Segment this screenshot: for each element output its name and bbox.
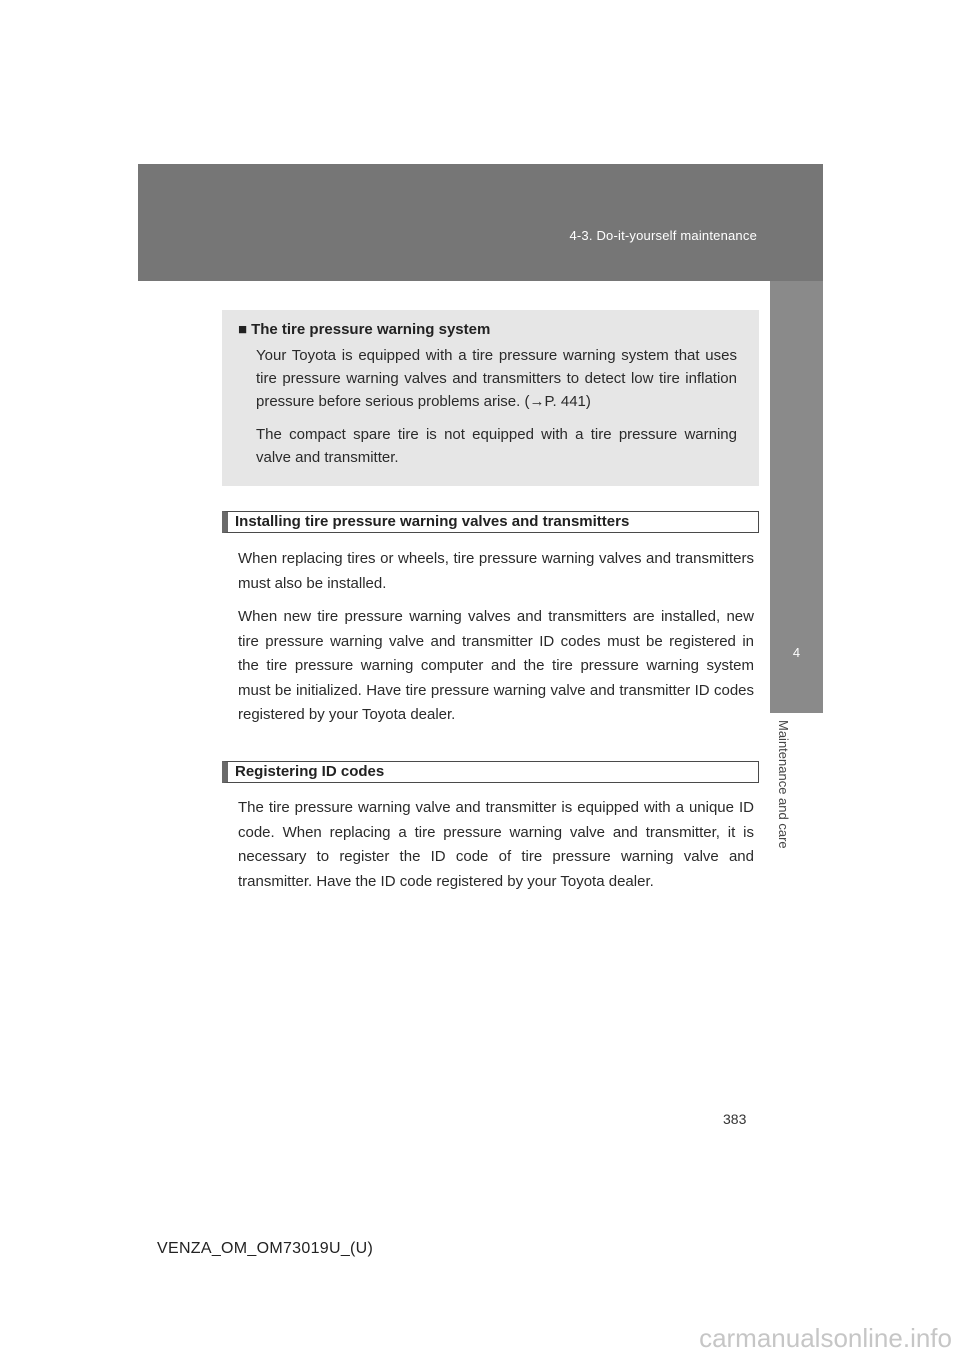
chapter-label-area [770, 720, 800, 870]
chapter-tab-number-area [770, 283, 823, 715]
section-title: 4-3. Do-it-yourself maintenance [569, 228, 757, 243]
chapter-title: Maintenance and care [776, 720, 791, 849]
section-heading-registering: Registering ID codes [222, 761, 759, 783]
info-box-title-text: The tire pressure warning system [251, 321, 491, 338]
document-code: VENZA_OM_OM73019U_(U) [157, 1240, 374, 1257]
info-box [222, 310, 759, 486]
info-box-paragraph: The compact spare tire is not equipped with a tire pressure warning valve and transmitter. [256, 426, 737, 466]
info-box-title [238, 321, 737, 338]
body-paragraph: When replacing tires or wheels, tire pressure warning valves and transmitters must also be installed. [238, 550, 754, 592]
info-box-paragraph: Your Toyota is equipped with a tire pressure warning system that uses tire pressure warning valves and transmitters to detect low tire inflation pressure before serious problems arise. (→P. 441) [256, 347, 737, 410]
header-band [138, 164, 823, 281]
body-paragraph: The tire pressure warning valve and transmitter is equipped with a unique ID code. When replacing a tire pressure warning valve and transmitter, it is necessary to register the ID code of tire pressure warning valve and transmitter. Have the ID code registered by your Toyota dealer. [238, 799, 754, 890]
square-bullet-icon: ■ [238, 321, 248, 338]
page-number: 383 [723, 1111, 747, 1127]
watermark: carmanualsonline.info [699, 1323, 952, 1353]
chapter-number: 4 [792, 645, 801, 660]
body-paragraph: When new tire pressure warning valves and transmitters are installed, new tire pressure warning valve and transmitter ID codes must be registered in the tire pressure warning computer and the tire pressure warning system must be initialized. Have tire pressure warning valve and transmitter ID codes registered by your Toyota dealer. [238, 608, 754, 723]
section-heading-installing: Installing tire pressure warning valves and transmitters [222, 511, 759, 533]
